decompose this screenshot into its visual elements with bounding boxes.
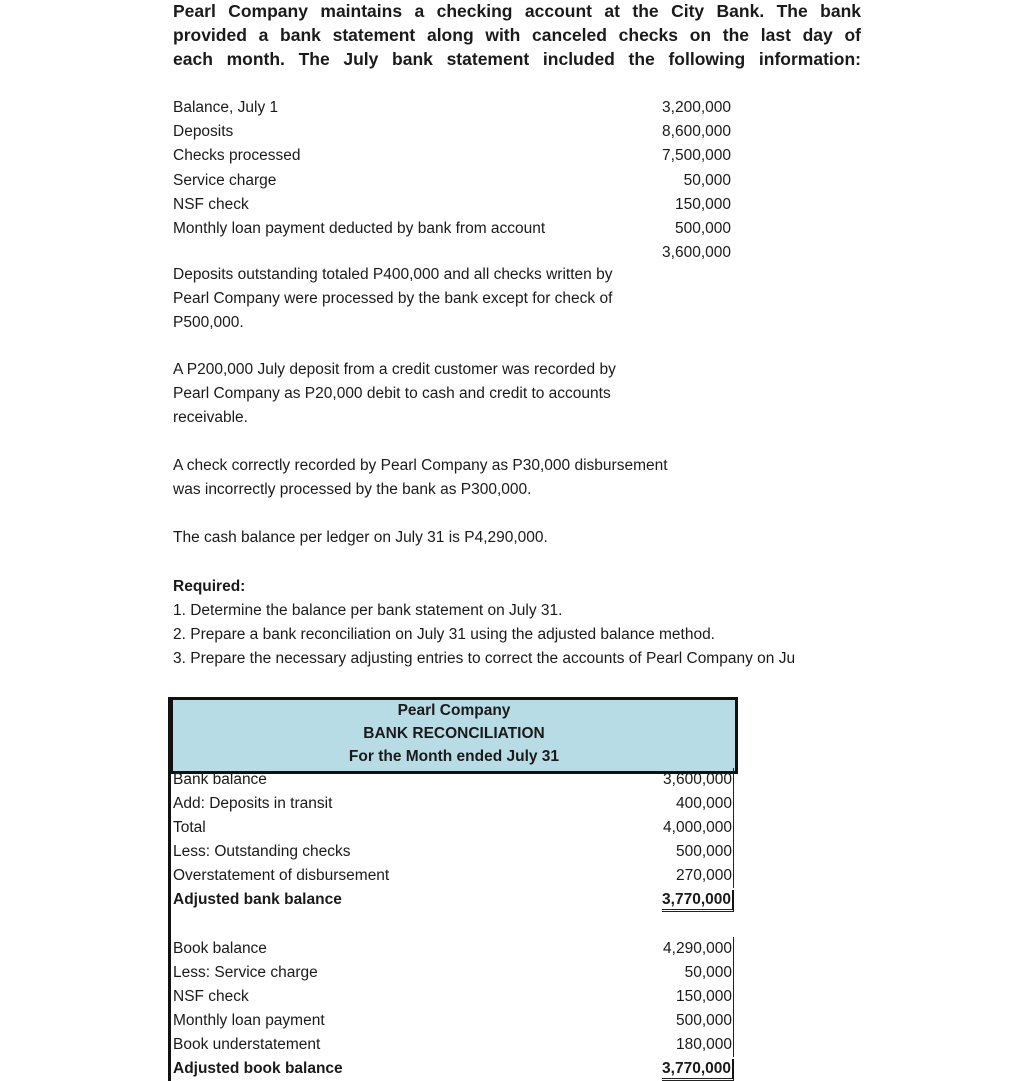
- statement-row: 3,600,000: [662, 244, 731, 262]
- table-row: Add: Deposits in transit 400,000: [173, 792, 734, 816]
- table-row: NSF check 150,000: [173, 985, 734, 1009]
- required-section: [173, 575, 933, 671]
- statement-row: NSF check 150,000: [173, 195, 731, 213]
- company-name: Pearl Company: [397, 702, 511, 719]
- statement-row: Checks processed 7,500,000: [173, 147, 731, 165]
- required-item: 1. Determine the balance per bank statement on July 31.: [173, 602, 563, 619]
- table-row: Overstatement of disbursement 270,000: [173, 864, 734, 888]
- table-row: Less: Service charge 50,000: [173, 961, 734, 985]
- statement-row: Balance, July 1 3,200,000: [173, 99, 731, 116]
- report-period: For the Month ended July 31: [348, 748, 560, 765]
- table-row: Book understatement 180,000: [173, 1033, 734, 1057]
- intro-line: provided a bank statement along with canceled checks on the last day of: [173, 25, 861, 45]
- paragraph-ledger: The cash balance per ledger on July 31 is P4,290,000.: [173, 529, 548, 546]
- paragraph-check-error: A check correctly recorded by Pearl Company as P30,000 disbursement was incorrectly processed by the bank as P300,000.: [173, 457, 668, 498]
- table-row: Monthly loan payment 500,000: [173, 1009, 734, 1033]
- intro-line: Pearl Company maintains a checking account at the City Bank. The bank: [173, 1, 861, 21]
- paragraph-deposit-error: A P200,000 July deposit from a credit customer was recorded by Pearl Company as P20,000 debit to cash and credit to accounts receivable.: [173, 361, 616, 426]
- adjusted-bank-balance-row: Adjusted bank balance 3,770,000: [173, 888, 734, 912]
- statement-row: Monthly loan payment deducted by bank from account 500,000: [173, 219, 731, 237]
- statement-row: Deposits 8,600,000: [173, 123, 731, 141]
- required-item: 2. Prepare a bank reconciliation on July 31 using the adjusted balance method.: [173, 626, 715, 643]
- table-header: [170, 697, 738, 774]
- table-row: Total 4,000,000: [173, 816, 734, 840]
- bank-statement-info: [173, 96, 731, 265]
- table-row: Less: Outstanding checks 500,000: [173, 840, 734, 864]
- paragraph-deposits: Deposits outstanding totaled P400,000 and all checks written by Pearl Company were processed by the bank except for check of P500,000.: [173, 266, 613, 331]
- required-heading: Required:: [173, 578, 246, 595]
- table-row: Bank balance 3,600,000: [173, 768, 734, 792]
- required-item: 3. Prepare the necessary adjusting entries to correct the accounts of Pearl Company on Ju: [173, 650, 796, 667]
- bank-reconciliation-table: [168, 697, 733, 1081]
- table-row: Book balance 4,290,000: [173, 937, 734, 961]
- report-title: BANK RECONCILIATION: [363, 725, 545, 742]
- intro-line: each month. The July bank statement included the following information:: [173, 49, 861, 69]
- book-section: [173, 937, 734, 1081]
- adjusted-book-balance-row: Adjusted book balance 3,770,000: [173, 1057, 734, 1081]
- problem-intro: [173, 0, 861, 71]
- statement-row: Service charge 50,000: [173, 171, 731, 189]
- bank-section: [173, 768, 734, 912]
